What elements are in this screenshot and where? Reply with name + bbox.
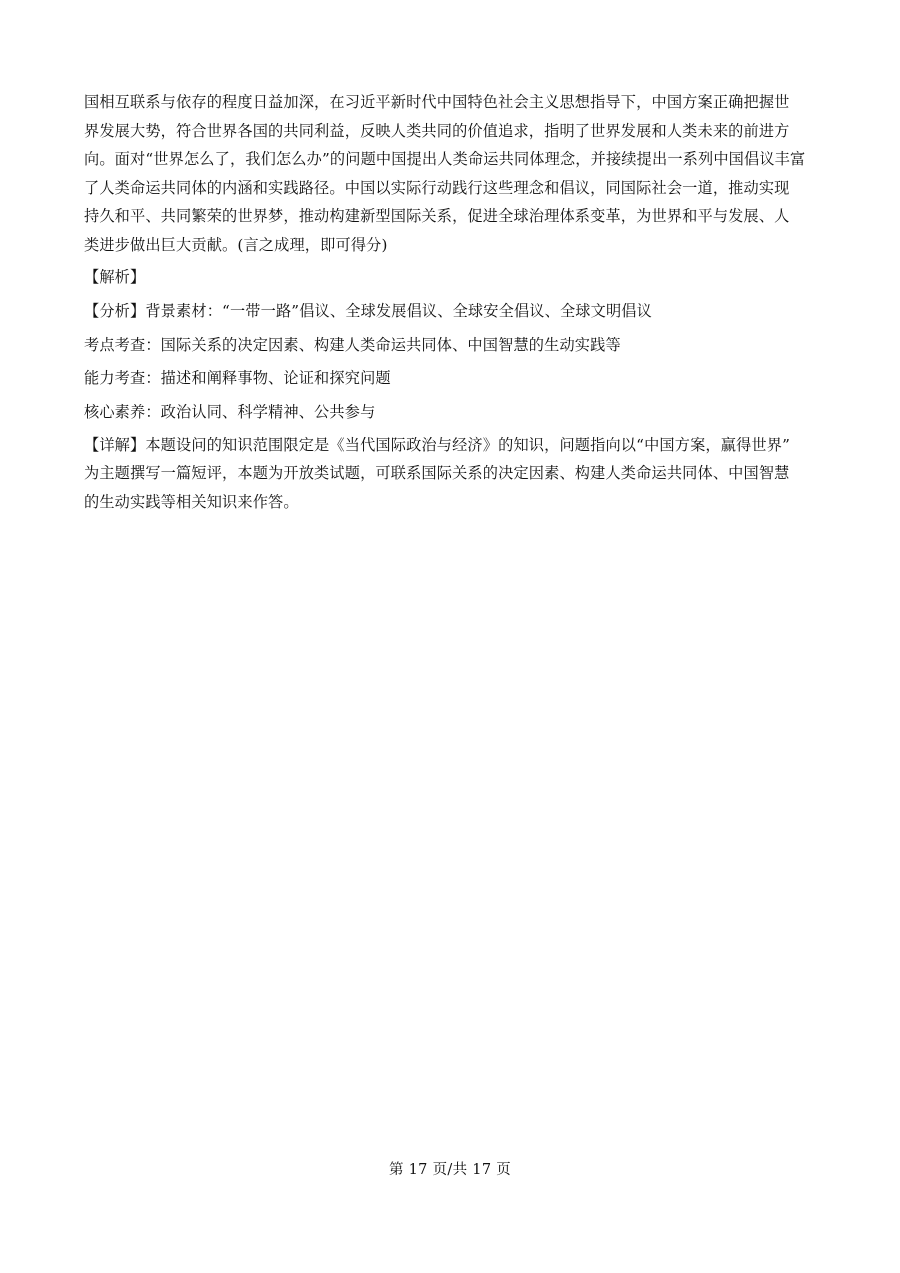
answer-line: 国相互联系与依存的程度日益加深，在习近平新时代中国特色社会主义思想指导下，中国方案正确把握世 <box>84 93 790 111</box>
answer-line: 持久和平、共同繁荣的世界梦，推动构建新型国际关系，促进全球治理体系变革，为世界和平与发展、人 <box>84 207 790 225</box>
answer-line: 界发展大势，符合世界各国的共同利益，反映人类共同的价值追求，指明了世界发展和人类未来的前进方 <box>84 121 790 140</box>
detail-paragraph <box>84 431 818 517</box>
answer-line: 向。面对“世界怎么了，我们怎么办”的问题中国提出人类命运共同体理念，并接续提出一系列中国倡议丰富 <box>84 150 806 168</box>
analysis-heading: 【解析】 <box>84 268 146 286</box>
page-footer: 第 17 页/共 17 页 <box>388 1162 512 1178</box>
core-literacy: 核心素养：政治认同、科学精神、公共参与 <box>84 403 376 422</box>
detail-line: 【详解】本题设问的知识范围限定是《当代国际政治与经济》的知识，问题指向以“中国方案，赢得世界” <box>84 435 791 454</box>
page-content <box>84 88 818 516</box>
answer-line: 类进步做出巨大贡献。(言之成理，即可得分) <box>84 235 388 254</box>
answer-line: 了人类命运共同体的内涵和实践路径。中国以实际行动践行这些理念和倡议，同国际社会一道，推动实现 <box>84 178 790 197</box>
answer-paragraph <box>84 88 818 259</box>
exam-points: 考点考查：国际关系的决定因素、构建人类命运共同体、中国智慧的生动实践等 <box>84 335 621 354</box>
detail-line: 的生动实践等相关知识来作答。 <box>84 492 299 511</box>
detail-line: 为主题撰写一篇短评，本题为开放类试题，可联系国际关系的决定因素、构建人类命运共同体、中国智慧 <box>84 464 790 483</box>
analysis-background: 【分析】背景素材：“一带一路”倡议、全球发展倡议、全球安全倡议、全球文明倡议 <box>84 301 652 320</box>
ability-points: 能力考查：描述和阐释事物、论证和探究问题 <box>84 369 391 388</box>
